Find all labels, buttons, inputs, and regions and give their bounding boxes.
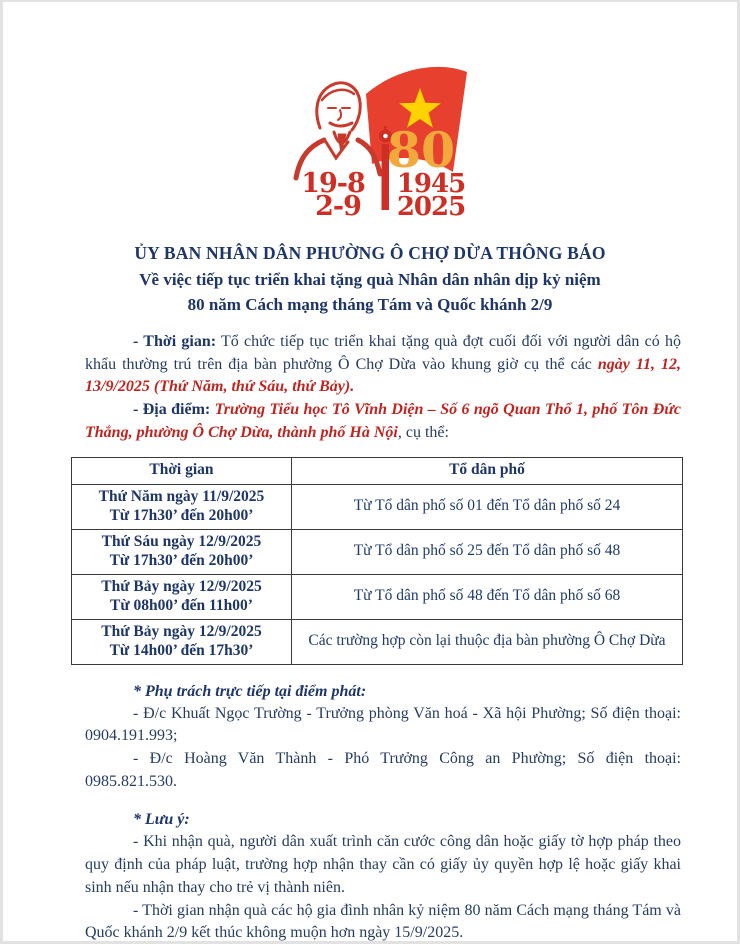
cell-day: Thứ Năm ngày 11/9/2025 xyxy=(98,487,265,505)
logo-year-1945: 1945 xyxy=(396,169,466,199)
contact-item: - Đ/c Hoàng Văn Thành - Phó Trưởng Công an Phường; Số điện thoại: 0985.821.530. xyxy=(85,750,681,790)
logo-date-september: 2-9 xyxy=(315,191,361,218)
title-line-3: 80 năm Cách mạng tháng Tám và Quốc khánh 2/9 xyxy=(187,295,553,314)
cell-hours: Từ 14h00’ đến 17h30’ xyxy=(109,641,254,659)
contact-item: - Đ/c Khuất Ngọc Trường - Trưởng phòng Văn hoá - Xã hội Phường; Số điện thoại: 0904.191.993; xyxy=(85,704,681,745)
cell-group: Các trường hợp còn lại thuộc địa bàn phường Ô Chợ Dừa xyxy=(291,619,682,664)
body-paragraphs xyxy=(85,331,681,445)
paragraph-place xyxy=(85,399,681,444)
logo-date-august: 19-8 xyxy=(301,168,365,199)
contacts-heading: * Phụ trách trực tiếp tại điểm phát: xyxy=(133,682,367,700)
table-header-row xyxy=(72,457,683,484)
table-row xyxy=(72,529,683,574)
title-line-2: Về việc tiếp tục triển khai tặng quà Nhân dân nhân dịp kỷ niệm xyxy=(139,270,601,289)
cell-time xyxy=(72,484,292,529)
notes-list xyxy=(85,831,681,944)
cell-hours: Từ 17h30’ đến 20h00’ xyxy=(109,551,254,569)
cell-time xyxy=(72,529,292,574)
cell-day: Thứ Bảy ngày 12/9/2025 xyxy=(101,622,262,640)
table-row xyxy=(72,574,683,619)
anniversary-80-logo-icon xyxy=(268,50,472,218)
cell-time xyxy=(72,574,292,619)
time-label: - Thời gian: xyxy=(133,333,217,350)
cell-group: Từ Tổ dân phố số 48 đến Tổ dân phố số 68 xyxy=(291,574,682,619)
anniversary-logo xyxy=(3,2,737,223)
table-row xyxy=(72,484,683,529)
cell-time xyxy=(72,619,292,664)
time-text: Tổ chức tiếp tục triển khai tặng quà đợt cuối đối với người dân có hộ khẩu thường trú trên địa bàn phường Ô Chợ Dừa vào khung giờ cụ thể các xyxy=(85,333,681,373)
place-label: - Địa điểm: xyxy=(133,401,211,419)
note-item: - Thời gian nhận quà các hộ gia đình nhân kỷ niệm 80 năm Cách mạng tháng Tám và Quốc khánh 2/9 kết thúc không muộn hơn ngày 15/9/2025. xyxy=(85,901,681,942)
logo-80-badge: 80 xyxy=(386,121,456,179)
header-group: Tổ dân phố xyxy=(291,457,682,484)
logo-year-2025: 2025 xyxy=(396,192,466,218)
cell-hours: Từ 08h00’ đến 11h00’ xyxy=(110,596,253,614)
contacts-list xyxy=(85,703,681,794)
time-highlight: ngày 11, 12, 13/9/2025 (Thứ Năm, thứ Sáu, thứ Bảy). xyxy=(85,355,681,396)
header-time: Thời gian xyxy=(72,457,292,484)
cell-day: Thứ Bảy ngày 12/9/2025 xyxy=(101,577,262,595)
cell-day: Thứ Sáu ngày 12/9/2025 xyxy=(101,532,262,550)
cell-hours: Từ 17h30’ đến 20h00’ xyxy=(109,506,254,524)
cell-group: Từ Tổ dân phố số 25 đến Tổ dân phố số 48 xyxy=(291,529,682,574)
place-highlight: Trường Tiểu học Tô Vĩnh Diện – Số 6 ngõ Quan Thổ 1, phố Tôn Đức Thắng, phường Ô Chợ Dừa, thành phố Hà Nội xyxy=(85,401,682,441)
cell-group: Từ Tổ dân phố số 01 đến Tổ dân phố số 24 xyxy=(291,484,682,529)
paragraph-time xyxy=(85,331,681,399)
table-row xyxy=(72,619,683,664)
announcement-title-block xyxy=(3,243,737,315)
schedule-table xyxy=(71,457,683,665)
title-line-1: ỦY BAN NHÂN DÂN PHƯỜNG Ô CHỢ DỪA THÔNG BÁO xyxy=(134,243,606,263)
notes-heading: * Lưu ý: xyxy=(133,811,190,829)
place-suffix: , cụ thể: xyxy=(397,423,449,441)
note-item: - Khi nhận quà, người dân xuất trình căn cước công dân hoặc giấy tờ hợp pháp theo quy định của pháp luật, trường hợp nhận thay cần có giấy ủy quyền hợp lệ hoặc giấy khai sinh nếu nhận thay cho trẻ vị thành niên. xyxy=(85,833,681,896)
